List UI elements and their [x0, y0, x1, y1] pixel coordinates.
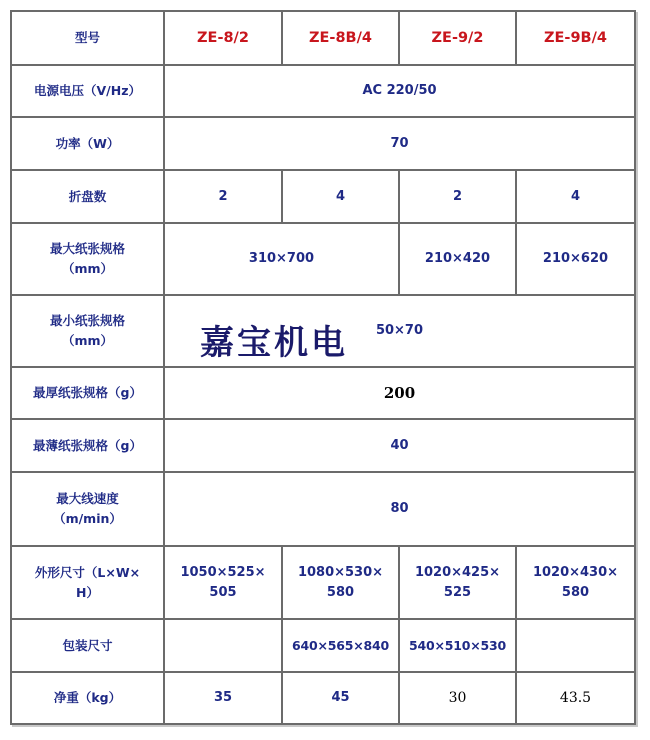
max-speed-value: 80 [164, 472, 635, 546]
fold-plates-value: 2 [164, 170, 282, 223]
dimensions-value-line2: 505 [209, 584, 237, 600]
dimensions-value [516, 546, 635, 619]
min-paper-label-line2: （mm） [61, 333, 114, 348]
max-speed-label [11, 472, 164, 546]
dimensions-value-line1: 1050×525× [180, 564, 266, 580]
power-value: 70 [164, 117, 635, 170]
table-row-thickest-paper [11, 367, 635, 419]
max-paper-label [11, 223, 164, 295]
power-label: 功率（W） [11, 117, 164, 170]
dimensions-value [282, 546, 399, 619]
thickest-paper-label: 最厚纸张规格（g） [11, 367, 164, 419]
watermark-text: 嘉宝机电 [200, 323, 348, 363]
table-row-max-speed [11, 472, 635, 546]
dimensions-value-line1: 1020×425× [414, 564, 501, 580]
package-size-value [516, 619, 635, 672]
table-row-power-supply [11, 65, 635, 117]
max-paper-value: 210×620 [516, 223, 635, 295]
thinnest-paper-value: 40 [164, 419, 635, 472]
thickest-paper-value: 200 [164, 367, 635, 419]
dimensions-label-line2: H） [76, 584, 99, 600]
net-weight-value: 43.5 [516, 672, 635, 724]
dimensions-label [11, 546, 164, 619]
package-size-value: 640×565×840 [282, 619, 399, 672]
package-size-value: 540×510×530 [399, 619, 516, 672]
table-row-net-weight [11, 672, 635, 724]
package-size-label: 包装尺寸 [11, 619, 164, 672]
model-ze-9b-4: ZE-9B/4 [516, 11, 635, 65]
max-paper-value: 310×700 [164, 223, 399, 295]
net-weight-value: 30 [399, 672, 516, 724]
fold-plates-value: 2 [399, 170, 516, 223]
max-paper-label-line2: （mm） [61, 261, 114, 276]
max-speed-label-line2: （m/min） [53, 511, 122, 526]
table-row-thinnest-paper [11, 419, 635, 472]
dimensions-value-line2: 525 [443, 584, 472, 600]
table-row-model [11, 11, 635, 65]
dimensions-value [399, 546, 516, 619]
dimensions-value [164, 546, 282, 619]
model-ze-8-2: ZE-8/2 [164, 11, 282, 65]
net-weight-label: 净重（kg） [11, 672, 164, 724]
net-weight-value: 35 [164, 672, 282, 724]
package-size-value [164, 619, 282, 672]
fold-plates-value: 4 [282, 170, 399, 223]
dimensions-value-line2: 580 [326, 584, 355, 600]
min-paper-value: 50×70 [164, 295, 635, 367]
table-row-max-paper [11, 223, 635, 295]
max-paper-label-line1: 最大纸张规格 [49, 241, 125, 256]
max-paper-value: 210×420 [399, 223, 516, 295]
table-row-package-size [11, 619, 635, 672]
power-supply-value: AC 220/50 [164, 65, 635, 117]
dimensions-value-line2: 580 [561, 584, 590, 600]
table-row-dimensions [11, 546, 635, 619]
table-row-fold-plates [11, 170, 635, 223]
net-weight-value: 45 [282, 672, 399, 724]
model-label: 型号 [11, 11, 164, 65]
min-paper-label [11, 295, 164, 367]
max-speed-label-line1: 最大线速度 [56, 491, 119, 506]
model-ze-9-2: ZE-9/2 [399, 11, 516, 65]
dimensions-value-line1: 1080×530× [297, 564, 384, 580]
dimensions-value-line1: 1020×430× [532, 564, 619, 580]
dimensions-label-line1: 外形尺寸（L×W× [34, 564, 141, 580]
table-row-power [11, 117, 635, 170]
thinnest-paper-label: 最薄纸张规格（g） [11, 419, 164, 472]
fold-plates-value: 4 [516, 170, 635, 223]
power-supply-label: 电源电压（V/Hz） [11, 65, 164, 117]
fold-plates-label: 折盘数 [11, 170, 164, 223]
spec-table [10, 10, 636, 725]
model-ze-8b-4: ZE-8B/4 [282, 11, 399, 65]
min-paper-label-line1: 最小纸张规格 [49, 313, 125, 328]
